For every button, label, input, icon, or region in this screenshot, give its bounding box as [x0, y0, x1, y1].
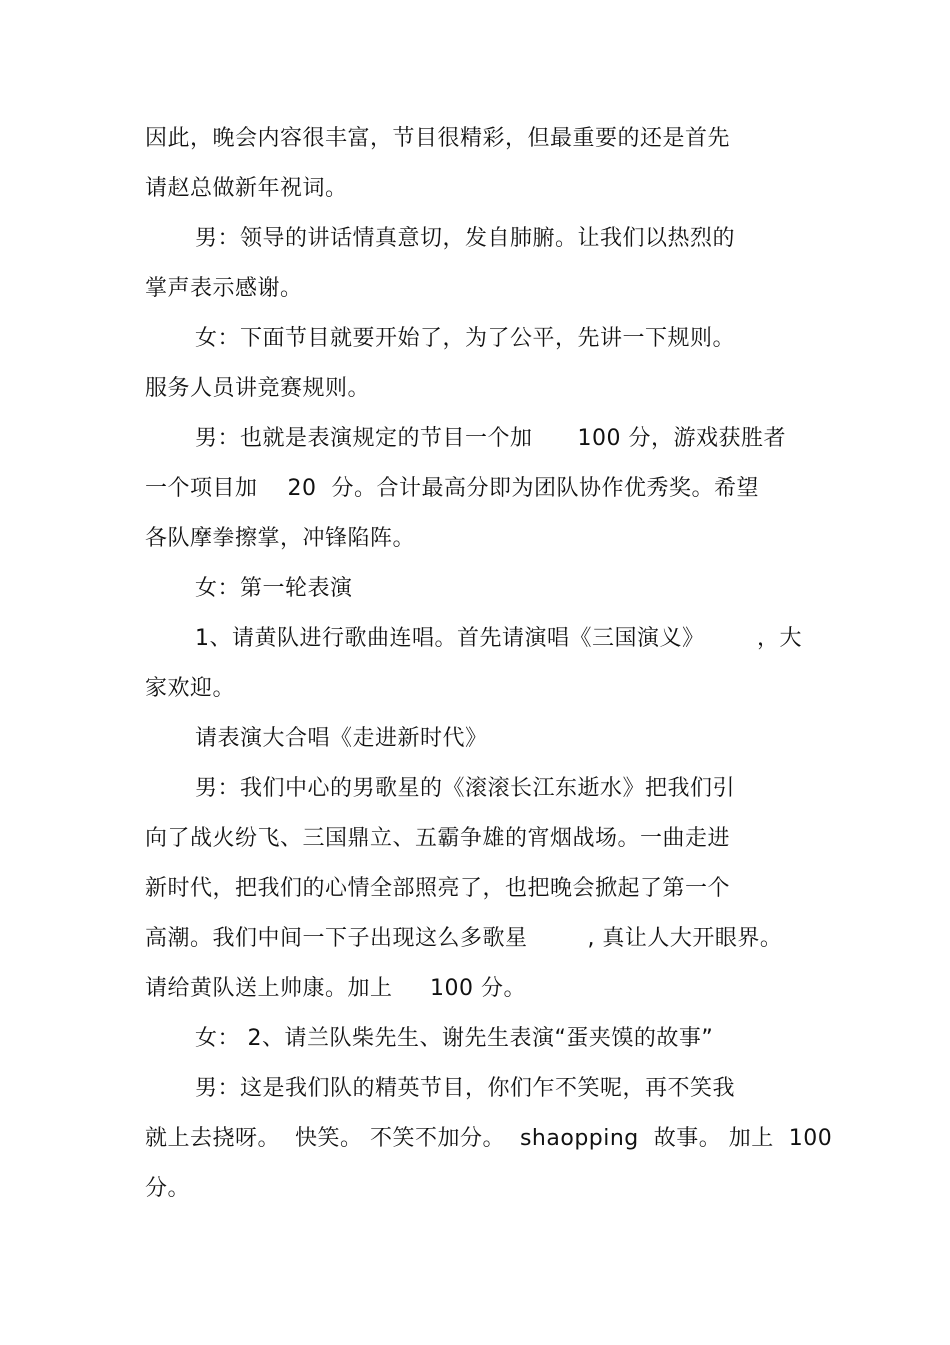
paragraph-line: 各队摩拳擦掌，冲锋陷阵。 — [145, 526, 416, 551]
paragraph-line: 请表演大合唱《走进新时代》 — [195, 726, 488, 751]
paragraph-line: 一个项目加 20 分。合计最高分即为团队协作优秀奖。希望 — [145, 476, 759, 501]
paragraph-line: 就上去挠呀。 快笑。 不笑不加分。 shaopping 故事。 加上 100 — [145, 1126, 833, 1151]
paragraph-line: 请赵总做新年祝词。 — [145, 176, 348, 201]
paragraph-line: 女：第一轮表演 — [195, 576, 353, 601]
paragraph-line: 新时代，把我们的心情全部照亮了，也把晚会掀起了第一个 — [145, 876, 731, 901]
paragraph-line: 男：我们中心的男歌星的《滚滚长江东逝水》把我们引 — [195, 776, 736, 801]
paragraph-line: 男：也就是表演规定的节目一个加 100 分，游戏获胜者 — [195, 426, 786, 451]
paragraph-line: 男：这是我们队的精英节目，你们乍不笑呢，再不笑我 — [195, 1076, 736, 1101]
paragraph-line: 家欢迎。 — [145, 676, 236, 701]
paragraph-line: 1、请黄队进行歌曲连唱。首先请演唱《三国演义》 ，大 — [195, 626, 802, 651]
paragraph-line: 因此，晚会内容很丰富，节目很精彩，但最重要的还是首先 — [145, 126, 731, 151]
paragraph-line: 高潮。我们中间一下子出现这么多歌星 , 真让人大开眼界。 — [145, 926, 783, 951]
paragraph-line: 男：领导的讲话情真意切，发自肺腑。让我们以热烈的 — [195, 226, 736, 251]
paragraph-line: 请给黄队送上帅康。加上 100 分。 — [145, 976, 526, 1001]
paragraph-line: 女：下面节目就要开始了，为了公平，先讲一下规则。 — [195, 326, 736, 351]
paragraph-line: 女： 2、请兰队柴先生、谢先生表演“蛋夹馍的故事” — [195, 1026, 714, 1051]
paragraph-line: 服务人员讲竞赛规则。 — [145, 376, 371, 401]
paragraph-line: 掌声表示感谢。 — [145, 276, 303, 301]
paragraph-line: 向了战火纷飞、三国鼎立、五霸争雄的宵烟战场。一曲走进 — [145, 826, 731, 851]
paragraph-line: 分。 — [145, 1176, 191, 1201]
